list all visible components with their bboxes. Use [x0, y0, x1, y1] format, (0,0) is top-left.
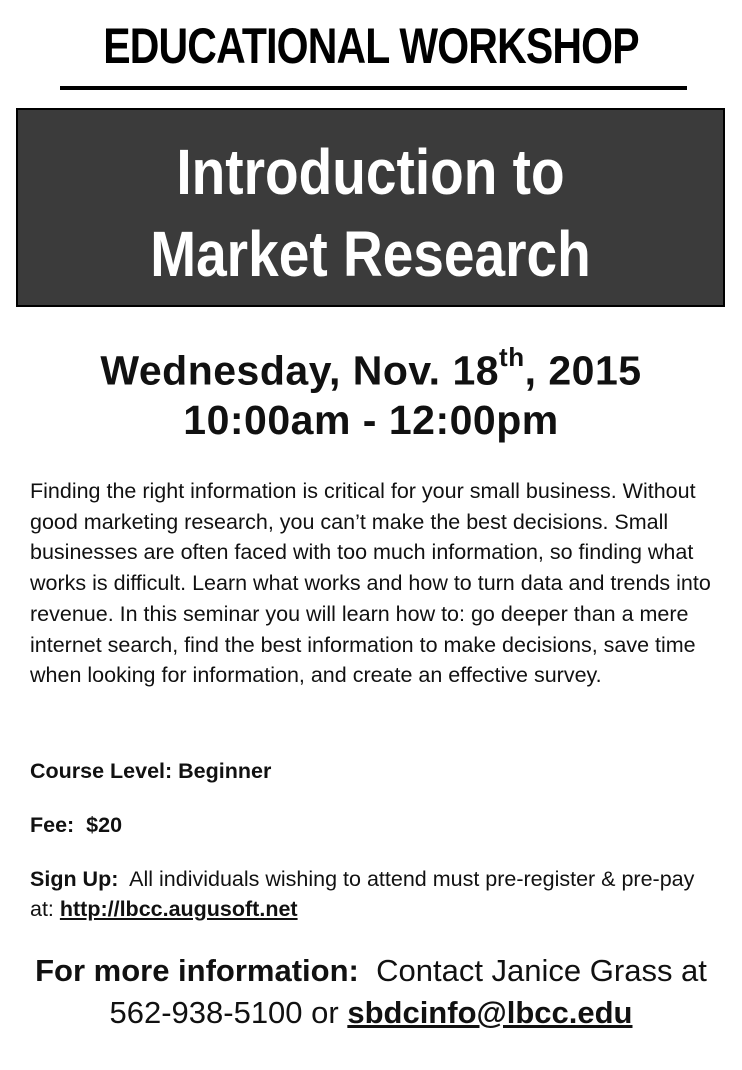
- contact-line-1: [0, 950, 742, 992]
- contact-email-link[interactable]: sbdcinfo@lbcc.edu: [347, 995, 633, 1030]
- course-level-text: Course Level: Beginner: [30, 759, 272, 783]
- title-banner: [16, 108, 725, 307]
- title-line-2: Market Research: [150, 218, 591, 290]
- course-level: [30, 756, 720, 786]
- event-date: [0, 333, 742, 399]
- fee-line: [30, 810, 720, 840]
- contact-phone: 562-938-5100 or: [109, 995, 339, 1030]
- course-description: Finding the right information is critical for your small business. Without good marketing research, you can’t make the best decisions. Small businesses are often faced with too much information, so finding what works is difficult. Learn what works and how to turn data and trends into revenue. In this seminar you will learn how to: go deeper than a mere internet search, find the best information to make decisions, save time when looking for information, and create an effective survey.: [30, 479, 711, 688]
- title-line-1: Introduction to: [176, 136, 565, 208]
- signup-info: [30, 864, 720, 924]
- event-date-ordinal: th: [499, 342, 525, 372]
- contact-info: [0, 950, 742, 1034]
- event-time: 10:00am - 12:00pm: [183, 397, 559, 443]
- fee-value: $20: [86, 813, 123, 837]
- contact-line-2: [0, 992, 742, 1034]
- signup-label: Sign Up:: [30, 867, 119, 891]
- heading-underline: [60, 86, 687, 90]
- contact-label: For more information:: [35, 953, 359, 988]
- signup-text: All individuals wishing to attend must pre-register & pre-pay at:: [30, 867, 695, 921]
- contact-text: Contact Janice Grass at: [376, 953, 707, 988]
- registration-link[interactable]: http://lbcc.augusoft.net: [59, 897, 298, 921]
- workshop-heading: EDUCATIONAL WORKSHOP: [103, 18, 639, 74]
- event-date-year: , 2015: [524, 347, 642, 394]
- event-date-main: Wednesday, Nov. 18: [100, 347, 500, 394]
- fee-label: Fee:: [30, 813, 75, 837]
